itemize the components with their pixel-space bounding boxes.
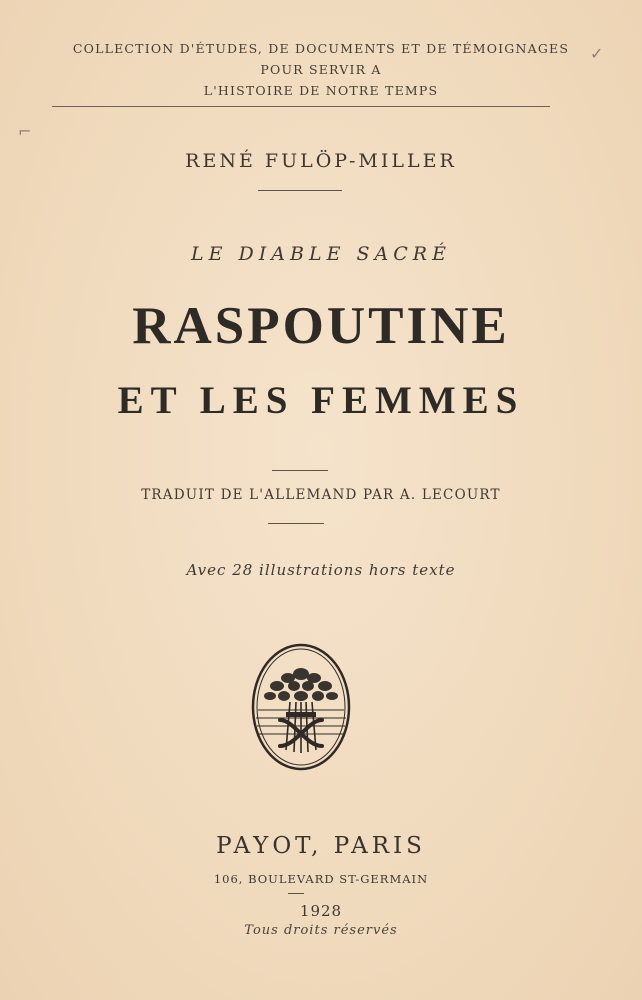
series-divider [52, 106, 550, 107]
title-divider [272, 470, 328, 471]
book-subtitle: LE DIABLE SACRÉ [191, 243, 451, 265]
author-name: RENÉ FULÖP-MILLER [185, 150, 457, 172]
series-line-2: POUR SERVIR A [260, 62, 382, 77]
translator-credit: TRADUIT DE L'ALLEMAND PAR A. LECOURT [141, 487, 501, 503]
series-line-3: L'HISTOIRE DE NOTRE TEMPS [203, 83, 439, 98]
pencil-corner-mark-icon: ⌐ [18, 122, 32, 141]
book-title-secondary: ET LES FEMMES [117, 379, 525, 422]
wheat-sheaf-monogram-icon [250, 642, 352, 772]
publisher-name: PAYOT, PARIS [216, 833, 426, 859]
rights-notice: Tous droits réservés [244, 923, 398, 938]
book-title-main: RASPOUTINE [132, 297, 510, 355]
series-line-1: COLLECTION D'ÉTUDES, DE DOCUMENTS ET DE TÉMOIGNAGES [72, 41, 570, 56]
translator-divider [268, 523, 324, 524]
series-heading [0, 38, 642, 101]
author-divider [258, 190, 342, 191]
address-divider [288, 893, 304, 894]
publication-year: 1928 [299, 902, 343, 920]
pencil-check-mark-icon: ✓ [590, 44, 604, 63]
publisher-address: 106, BOULEVARD ST-GERMAIN [213, 872, 429, 886]
illustrations-note: Avec 28 illustrations hors texte [186, 561, 456, 579]
